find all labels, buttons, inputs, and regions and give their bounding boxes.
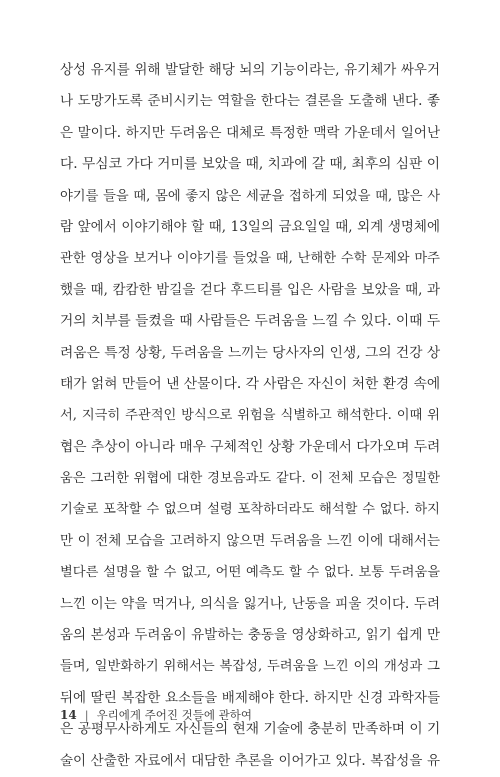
text-line: 관한 영상을 보거나 이야기를 들었을 때, 난해한 수학 문제와 마주	[60, 251, 440, 267]
footer-separator: |	[84, 708, 89, 722]
text-line: 움의 본성과 두려움이 유발하는 충동을 영상화하고, 읽기 쉽게 만	[60, 627, 440, 644]
text-line: 기술로 포착할 수 없으며 설령 포착하더라도 해석할 수 없다. 하지	[60, 502, 440, 518]
body-text	[60, 55, 440, 777]
text-line: 느낀 이는 약을 먹거나, 의식을 잃거나, 난동을 피울 것이다. 두려	[60, 595, 440, 612]
text-line: 야기를 들을 때, 몸에 좋지 않은 세균을 접하게 되었을 때, 많은 사	[60, 188, 440, 204]
text-line: 움은 그러한 위협에 대한 경보음과도 같다. 이 전체 모습은 정밀한	[60, 471, 440, 487]
running-chapter-title: 우리에게 주어진 것들에 관하여	[96, 708, 252, 722]
text-line: 태가 얽혀 만들어 낸 산물이다. 각 사람은 자신이 처한 환경 속에	[60, 375, 441, 392]
text-line: 은 말이다. 하지만 두려움은 대체로 특정한 맥락 가운데서 일어난	[60, 124, 440, 141]
text-line: 들며, 일반화하기 위해서는 복잡성, 두려움을 느낀 이의 개성과 그	[60, 659, 440, 675]
text-line: 려움은 특정 상황, 두려움을 느끼는 당사자의 인생, 그의 건강 상	[60, 344, 441, 361]
text-line: 했을 때, 캄캄한 밤길을 걷다 후드티를 입은 사람을 보았을 때, 과	[60, 281, 440, 298]
text-line: 상성 유지를 위해 발달한 해당 뇌의 기능이라는, 유기체가 싸우거	[60, 62, 440, 78]
text-line: 나 도망가도록 준비시키는 역할을 한다는 결론을 도출해 낸다. 좋	[60, 93, 440, 110]
text-line: 만 이 전체 모습을 고려하지 않으면 두려움을 느낀 이에 대해서는	[60, 532, 440, 549]
text-line: 협은 추상이 아니라 매우 구체적인 상황 가운데서 다가오며 두려	[60, 438, 441, 455]
text-line: 거의 치부를 들켰을 때 사람들은 두려움을 느낄 수 있다. 이때 두	[60, 313, 441, 330]
text-line: 람 앞에서 이야기해야 할 때, 13일의 금요일일 때, 외계 생명체에	[60, 218, 440, 235]
page-footer	[60, 705, 252, 725]
text-line: 술이 산출한 자료에서 대담한 추론을 이어가고 있다. 복잡성을 유	[60, 752, 440, 769]
page-number: 14	[60, 708, 77, 722]
text-line: 뒤에 딸린 복잡한 요소들을 배제해야 한다. 하지만 신경 과학자들	[60, 689, 440, 706]
text-line: 다. 무심코 가다 거미를 보았을 때, 치과에 갈 때, 최후의 심판 이	[60, 156, 440, 173]
text-line: 은 공평무사하게도 자신들의 현재 기술에 충분히 만족하며 이 기	[60, 721, 441, 738]
text-line: 별다른 설명을 할 수 없고, 어떤 예측도 할 수 없다. 보통 두려움을	[60, 565, 440, 581]
text-line: 서, 지극히 주관적인 방식으로 위험을 식별하고 해석한다. 이때 위	[60, 408, 440, 424]
